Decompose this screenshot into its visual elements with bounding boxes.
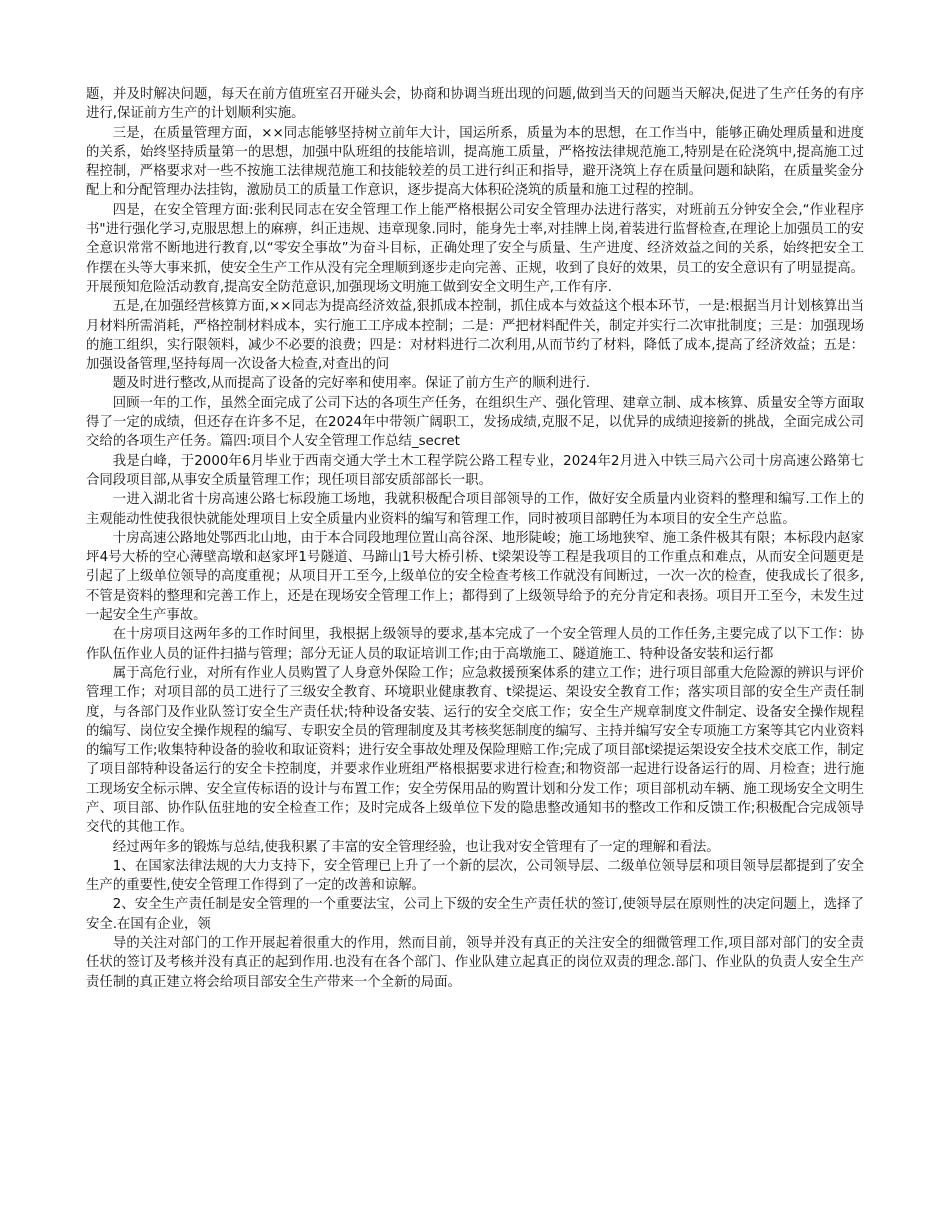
- paragraph: 我是白峰，于2000年6月毕业于西南交通大学土木工程学院公路工程专业，2024年2月进入中铁三局六公司十房高速公路第七合同段项目部,从事安全质量管理工作；现任项目部安质部部长一职。: [86, 453, 864, 488]
- paragraph: 在十房项目这两年多的工作时间里，我根据上级领导的要求,基本完成了一个安全管理人员的工作任务,主要完成了以下工作：协作队伍作业人员的证件扫描与管理；部分无证人员的取证培训工作;由于高墩施工、隧道施工、特种设备安装和运行都: [86, 627, 864, 662]
- paragraph: 题，并及时解决问题，每天在前方值班室召开碰头会，协商和协调当班出现的问题,做到当天的问题当天解决,促进了生产任务的有序进行,保证前方生产的计划顺利实施。: [86, 87, 864, 122]
- paragraph: 十房高速公路地处鄂西北山地，由于本合同段地理位置山高谷深、地形陡峻；施工场地狭窄、施工条件极其有限；本标段内赵家坪4号大桥的空心薄壁高墩和赵家坪1号隧道、马蹄山1号大桥引桥、t梁架设等工程是我项目的工作重点和难点，从而安全问题更是引起了上级单位领导的高度重视；从项目开工至今,上级单位的安全检查考核工作就没有间断过，一次一次的检查，使我成长了很多,不管是资料的整理和完善工作上，还是在现场安全管理工作上；都得到了上级领导给予的充分肯定和表扬。项目开工至今，未发生过一起安全生产事故。: [86, 530, 864, 624]
- paragraph: 导的关注对部门的工作开展起着很重大的作用，然而目前，领导并没有真正的关注安全的细微管理工作,项目部对部门的安全责任状的签订及考核并没有真正的起到作用.也没有在各个部门、作业队建立起真正的岗位双责的理念.部门、作业队的负责人安全生产责任制的真正建立将会给项目部安全生产带来一个全新的局面。: [86, 936, 864, 990]
- paragraph: 五是,在加强经营核算方面,××同志为提高经济效益,狠抓成本控制，抓住成本与效益这个根本环节，一是:根据当月计划核算出当月材料所需消耗，严格控制材料成本，实行施工工序成本控制；二是：严把材料配件关，制定并实行二次审批制度；三是：加强现场的施工组织，实行限领料，减少不必要的浪费；四是：对材料进行二次利用,从而节约了材料，降低了成本,提高了经济效益；五是：加强设备管理,坚持每周一次设备大检查,对查出的问: [86, 299, 864, 373]
- paragraph: 回顾一年的工作，虽然全面完成了公司下达的各项生产任务，在组织生产、强化管理、建章立制、成本核算、质量安全等方面取得了一定的成绩，但还存在许多不足，在2024年中带领广阔职工，发扬成绩,克服不足，以优异的成绩迎接新的挑战，全面完成公司交给的各项生产任务。篇四:项目个人安全管理工作总结_secret: [86, 395, 864, 450]
- paragraph: 一进入湖北省十房高速公路七标段施工场地，我就积极配合项目部领导的工作，做好安全质量内业资料的整理和编写.工作上的主观能动性使我很快就能处理项目上安全质量内业资料的编写和管理工作，同时被项目部聘任为本项目的安全生产总监。: [86, 492, 864, 527]
- paragraph: 2、安全生产责任制是安全管理的一个重要法宝，公司上下级的安全生产责任状的签订,使领导层在原则性的决定问题上，选择了安全.在国有企业，领: [86, 897, 864, 932]
- paragraph: 三是，在质量管理方面，××同志能够坚持树立前年大计，国运所系，质量为本的思想，在工作当中，能够正确处理质量和进度的关系，始终坚持质量第一的思想，加强中队班组的技能培训，提高施工质量，严格按法律规范施工,特别是在砼浇筑中,提高施工过程控制，严格要求对一些不按施工法律规范施工和技能较差的员工进行纠正和指导，避开浇筑上存在质量问题和缺陷，在质量奖金分配上和分配管理办法挂钩，激励员工的质量工作意识，逐步提高大体积砼浇筑的质量和施工过程的控制。: [86, 125, 864, 199]
- paragraph: 经过两年多的锻炼与总结,使我积累了丰富的安全管理经验，也让我对安全管理有了一定的理解和看法。: [112, 839, 720, 855]
- paragraph: 四是，在安全管理方面:张利民同志在安全管理工作上能严格根据公司安全管理办法进行落实，对班前五分钟安全会,“作业程序书"进行强化学习,克服思想上的麻痹，纠正违规、违章现象.同时，能身先士率,对挂牌上岗,着装进行监督检查,在理论上加强员工的安全意识常常不断地进行教育,以“零安全事故”为奋斗目标，正确处理了安全与质量、生产进度、经济效益之间的关系，始终把安全工作摆在头等大事来抓，使安全生产工作从没有完全理顺到逐步走向完善、正规，收到了良好的效果，员工的安全意识有了明显提高。开展预知危险活动教育,提高安全防范意识,加强现场文明施工做到安全文明生产,工作有序.: [86, 202, 864, 295]
- paragraph: 1、在国家法律法规的大力支持下，安全管理已上升了一个新的层次，公司领导层、二级单位领导层和项目领导层都提到了安全生产的重要性,使安全管理工作得到了一定的改善和谅解。: [86, 858, 864, 894]
- paragraph: 属于高危行业，对所有作业人员购置了人身意外保险工作；应急救援预案体系的建立工作；进行项目部重大危险源的辨识与评价管理工作；对项目部的员工进行了三级安全教育、环境职业健康教育、t梁提运、架设安全教育工作；落实项目部的安全生产责任制度，与各部门及作业队签订安全生产责任状;特种设备安装、运行的安全交底工作；安全生产规章制度文件制定、设备安全操作规程的编写、岗位安全操作规程的编写、专职安全员的管理制度及其考核奖惩制度的编写、主持并编写安全专项施工方案等其它内业资料的编写工作;收集特种设备的验收和取证资料；进行安全事故处理及保险理赔工作;完成了项目部t梁提运架设安全技术交底工作，制定了项目部特种设备运行的安全卡控制度，并要求作业班组严格根据要求进行检查;和物资部一起进行设备运行的周、月检查；进行施工现场安全标示牌、安全宣传标语的设计与布置工作；安全劳保用品的购置计划和分发工作；项目部机动车辆、施工现场安全文明生产、项目部、协作队伍驻地的安全检查工作；及时完成各上级单位下发的隐患整改通知书的整改工作和反馈工作;积极配合完成领导交代的其他工作。: [86, 665, 864, 836]
- paragraph: 题及时进行整改,从而提高了设备的完好率和使用率。保证了前方生产的顺利进行.: [112, 376, 590, 392]
- document-body: [86, 85, 864, 992]
